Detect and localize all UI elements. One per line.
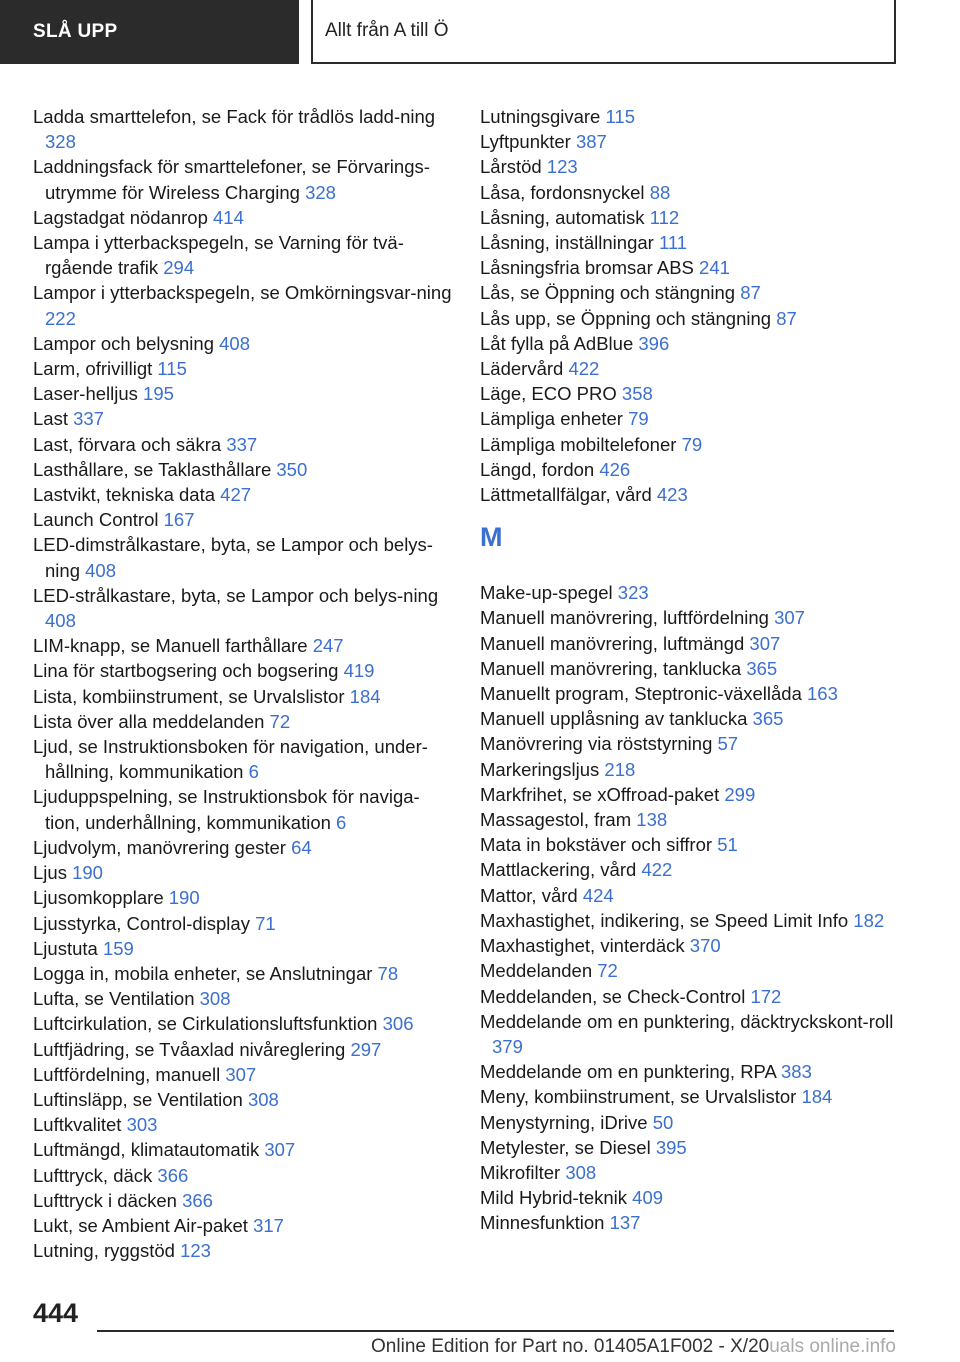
index-entry-text: Lufta, se Ventilation [33,988,200,1010]
section-gap [480,564,900,580]
index-entry [480,933,900,958]
index-entry-page-link[interactable]: 182 [853,909,885,931]
index-entry-page-link[interactable]: 87 [776,307,797,329]
index-entry [480,908,900,933]
index-entry [33,331,453,356]
index-entry-page-link[interactable]: 370 [689,935,721,957]
index-entry-page-link[interactable]: 222 [45,307,76,329]
index-entry [480,255,900,280]
index-entry [33,406,453,431]
index-entry [33,154,453,204]
index-entry-page-link[interactable]: 308 [247,1088,279,1110]
index-entry-page-link[interactable]: 303 [126,1114,158,1136]
index-entry-text: Laser-helljus [33,383,144,405]
footer-edition-line [300,1336,896,1358]
index-entry [480,782,900,807]
index-entry [33,356,453,381]
index-entry-page-link[interactable]: 51 [717,834,738,856]
index-entry-page-link[interactable]: 218 [604,758,636,780]
index-entry [480,656,900,681]
index-entry [480,832,900,857]
index-entry [33,1238,453,1263]
index-entry-page-link[interactable]: 408 [85,559,116,581]
index-entry-page-link[interactable]: 365 [752,708,784,730]
index-entry-page-link[interactable]: 88 [649,181,671,203]
index-entry-text: Lampor och belysning [33,332,220,354]
index-entry [480,205,900,230]
index-entry [33,1163,453,1188]
index-entry-page-link[interactable]: 297 [350,1038,382,1060]
index-entry [33,432,453,457]
index-entry-page-link[interactable]: 50 [652,1111,674,1133]
index-entry-page-link[interactable]: 112 [649,206,680,228]
index-entry-text: Laddningsfack för smarttelefoner, se Förvarings-utrymme för Wireless Charging [33,156,430,203]
index-entry [480,230,900,255]
index-entry [33,457,453,482]
index-entry-text: Låsning, inställningar [480,232,659,254]
index-entry-page-link[interactable]: 337 [73,408,104,430]
index-entry-page-link[interactable]: 115 [157,358,187,380]
footer-divider [97,1330,894,1332]
index-entry [480,406,900,431]
index-entry [480,857,900,882]
index-entry-text: Manuell manövrering, tanklucka [480,657,747,679]
index-entry-page-link[interactable]: 241 [699,257,730,279]
index-entry-page-link[interactable]: 395 [655,1136,687,1158]
index-entry [480,681,900,706]
index-entry-page-link[interactable]: 323 [617,582,649,604]
index-entry [33,1188,453,1213]
index-entry-page-link[interactable]: 190 [72,862,103,884]
index-entry-page-link[interactable]: 184 [801,1086,833,1108]
index-entry-page-link[interactable]: 328 [305,181,336,203]
index-entry-page-link[interactable]: 427 [220,484,252,506]
index-entry [33,280,453,330]
index-entry-page-link[interactable]: 111 [658,232,688,254]
index-entry-page-link[interactable]: 87 [740,282,761,304]
index-entry-text: Meny, kombiinstrument, se Urvalslistor [480,1086,802,1108]
index-entry-text: Lufttryck, däck [33,1164,158,1186]
index-entry-text: Ljudvolym, manövrering gester [33,836,292,858]
index-entry-text: Menystyrning, iDrive [480,1111,653,1133]
index-entry [33,911,453,936]
index-entry [480,280,900,305]
index-entry-text: Metylester, se Diesel [480,1136,656,1158]
index-entry-text: Längd, fordon [480,458,600,480]
index-entry [33,205,453,230]
index-entry-text: Lufttryck i däcken [33,1189,183,1211]
chapter-tab [311,0,896,64]
index-entry-page-link[interactable]: 64 [291,836,312,858]
index-entry-page-link[interactable]: 115 [605,106,635,127]
site-text: uals online.info [769,1336,896,1357]
index-group-l [480,104,900,507]
index-entry-page-link[interactable]: 337 [226,433,258,455]
index-entry [33,381,453,406]
index-entry-page-link[interactable]: 247 [312,635,344,657]
index-entry [480,984,900,1009]
index-entry [480,1084,900,1109]
index-entry [480,1135,900,1160]
index-entry-page-link[interactable]: 408 [45,610,76,632]
index-entry-page-link[interactable]: 57 [717,733,739,755]
index-entry-text: Lampor i ytterbackspegeln, se Omkörningsvar-ning [33,282,452,304]
index-entry-text: Mild Hybrid-teknik [480,1187,633,1209]
index-entry [480,482,900,507]
index-entry-text: Last, förvara och säkra [33,433,227,455]
index-entry-text: Manövrering via röststyrning [480,733,718,755]
index-entry-page-link[interactable]: 138 [636,809,668,831]
index-entry [480,757,900,782]
index-entry-page-link[interactable]: 79 [681,433,703,455]
index-entry-page-link[interactable]: 307 [225,1063,257,1085]
index-entry-text: Luftinsläpp, se Ventilation [33,1088,248,1110]
index-entry [480,356,900,381]
index-entry [33,835,453,860]
index-entry [480,807,900,832]
index-entry-page-link[interactable]: 307 [264,1139,296,1161]
index-entry-text: Manuell manövrering, luftfördelning [480,607,775,629]
index-entry-text: Lutning, ryggstöd [33,1240,181,1262]
index-group-m [480,580,900,1235]
index-entry-page-link[interactable]: 184 [349,685,381,707]
index-entry [480,1160,900,1185]
index-entry [480,306,900,331]
index-entry-text: Meddelande om en punktering, däcktryckskont-roll [480,1010,894,1032]
index-entry-page-link[interactable]: 366 [157,1164,189,1186]
index-entry [33,709,453,734]
index-entry-page-link[interactable]: 6 [248,761,259,783]
index-entry-page-link[interactable]: 78 [377,962,399,984]
index-entry-text: Ladda smarttelefon, se Fack för trådlös ladd-ning [33,106,436,127]
index-entry-text: Manuellt program, Steptronic-växellåda [480,683,807,705]
index-entry-text: Lättmetallfälgar, vård [480,484,657,506]
index-entry-page-link[interactable]: 294 [163,257,195,279]
index-entry-text: Markfrihet, se xOffroad-paket [480,783,725,805]
index-entry-text: Lyftpunkter [480,131,576,153]
index-entry-page-link[interactable]: 379 [492,1035,523,1057]
index-entry-page-link[interactable]: 317 [253,1214,284,1236]
index-entry-page-link[interactable]: 159 [102,937,134,959]
index-entry [480,129,900,154]
index-entry-page-link[interactable]: 307 [749,632,781,654]
index-entry-text: Meddelanden [480,960,598,982]
chapter-tab-label: Allt från A till Ö [325,20,449,41]
index-entry-text: Låt fylla på AdBlue [480,332,639,354]
index-entry-text: Läge, ECO PRO [480,383,622,405]
index-entry-text: Lastvikt, tekniska data [33,484,221,506]
index-entry [33,684,453,709]
index-entry-page-link[interactable]: 307 [774,607,805,629]
index-entry-text: Lås, se Öppning och stängning [480,282,741,304]
index-entry-page-link[interactable]: 419 [343,660,375,682]
index-entry [480,1009,900,1059]
index-entry [33,1137,453,1162]
index-entry-text: LIM-knapp, se Manuell farthållare [33,635,313,657]
edition-text: Online Edition for Part no. 01405A1F002 - X/20 [371,1336,770,1357]
index-entry-text: Mattlackering, vård [480,859,642,881]
index-entry-text: Luftcirkulation, se Cirkulationsluftsfunktion [33,1013,383,1035]
index-entry-page-link[interactable]: 123 [180,1240,211,1262]
index-entry-text: Mikrofilter [480,1161,566,1183]
index-entry [480,883,900,908]
index-entry-page-link[interactable]: 423 [656,484,688,506]
index-entry-page-link[interactable]: 172 [750,985,782,1007]
index-entry-text: Lutningsgivare [480,106,606,127]
index-entry-text: Maxhastighet, indikering, se Speed Limit Info [480,909,854,931]
index-entry-text: Lås upp, se Öppning och stängning [480,307,777,329]
index-entry-text: Markeringsljus [480,758,605,780]
index-entry-page-link[interactable]: 308 [199,988,231,1010]
index-entry-page-link[interactable]: 328 [45,131,76,153]
index-entry-text: Massagestol, fram [480,809,637,831]
index-entry [33,1062,453,1087]
index-entry [33,658,453,683]
index-entry-page-link[interactable]: 350 [276,458,308,480]
index-entry-page-link[interactable]: 387 [575,131,607,153]
index-entry-text: Ljus [33,862,73,884]
index-entry [33,860,453,885]
index-entry [33,1213,453,1238]
index-entry [33,734,453,784]
index-entry-text: Lämpliga mobiltelefoner [480,433,682,455]
index-entry-text: Last [33,408,74,430]
index-entry-text: Maxhastighet, vinterdäck [480,935,690,957]
index-entry-page-link[interactable]: 123 [546,156,578,178]
index-entry [33,1087,453,1112]
index-entry-text: Lista över alla meddelanden [33,710,270,732]
index-entry-page-link[interactable]: 424 [582,884,614,906]
index-entry-page-link[interactable]: 190 [168,887,200,909]
index-entry-page-link[interactable]: 422 [641,859,673,881]
index-entry [33,936,453,961]
index-entry-page-link[interactable]: 306 [382,1013,414,1035]
index-entry-text: Lasthållare, se Taklasthållare [33,458,277,480]
index-entry-page-link[interactable]: 408 [219,332,251,354]
index-entry [480,331,900,356]
index-entry-text: Manuell upplåsning av tanklucka [480,708,753,730]
index-entry-text: Mattor, vård [480,884,583,906]
index-entry [480,432,900,457]
index-entry-page-link[interactable]: 72 [269,710,291,732]
section-letter-heading: M [480,522,503,553]
index-entry-page-link[interactable]: 365 [746,657,778,679]
index-entry-text: LED-strålkastare, byta, se Lampor och belys-ning [33,584,439,606]
index-entry-page-link[interactable]: 308 [565,1161,597,1183]
index-column-right [480,104,900,1236]
index-entry [33,633,453,658]
section-tab [0,0,299,64]
index-entry-text: Lädervård [480,358,569,380]
index-entry-text: Mata in bokstäver och siffror [480,834,718,856]
index-entry [33,104,453,154]
index-entry [480,731,900,756]
index-entry-text: Låsning, automatisk [480,206,650,228]
index-entry-page-link[interactable]: 422 [568,358,600,380]
index-entry-page-link[interactable]: 396 [638,332,670,354]
index-entry-page-link[interactable]: 383 [781,1061,812,1083]
index-entry-page-link[interactable]: 414 [213,206,244,228]
index-entry-text: Luftkvalitet [33,1114,127,1136]
index-entry [480,381,900,406]
index-entry-text: Meddelanden, se Check-Control [480,985,751,1007]
index-entry-text: Launch Control [33,509,164,531]
index-entry-text: Make-up-spegel [480,582,618,604]
index-entry-page-link[interactable]: 299 [724,783,756,805]
index-entry [480,104,900,129]
index-entry-text: Ljuduppspelning, se Instruktionsbok för naviga-tion, underhållning, kommunikation [33,786,420,833]
index-entry-page-link[interactable]: 366 [182,1189,213,1211]
index-entry-text: Minnesfunktion [480,1212,610,1234]
index-entry [480,706,900,731]
index-entry-page-link[interactable]: 358 [621,383,653,405]
index-entry-text: Låsningsfria bromsar ABS [480,257,700,279]
index-entry [33,784,453,834]
index-entry [33,230,453,280]
index-entry-text: Lämpliga enheter [480,408,629,430]
page-number: 444 [33,1298,79,1328]
index-entry [480,457,900,482]
index-entry [480,958,900,983]
index-entry [480,631,900,656]
index-entry-text: Lagstadgat nödanrop [33,206,214,228]
index-entry-text: Larm, ofrivilligt [33,358,158,380]
index-entry [33,961,453,986]
index-column-left [33,104,453,1263]
index-entry-page-link[interactable]: 426 [599,458,631,480]
index-entry-text: Lista, kombiinstrument, se Urvalslistor [33,685,350,707]
index-entry [480,1210,900,1235]
index-entry-text: Logga in, mobila enheter, se Anslutningar [33,962,378,984]
index-entry-page-link[interactable]: 79 [628,408,649,430]
index-entry-page-link[interactable]: 72 [597,960,618,982]
index-entry-text: Lukt, se Ambient Air-paket [33,1214,254,1236]
index-entry-page-link[interactable]: 137 [609,1212,641,1234]
index-entry [480,154,900,179]
index-entry [33,1112,453,1137]
index-entry [480,1185,900,1210]
index-entry-text: Ljusomkopplare [33,887,169,909]
index-entry [33,532,453,582]
index-entry [480,1110,900,1135]
index-entry-text: Luftfjädring, se Tvåaxlad nivåreglering [33,1038,351,1060]
index-entry-text: Lina för startbogsering och bogsering [33,660,344,682]
index-entry-text: Manuell manövrering, luftmängd [480,632,750,654]
index-entry-text: LED-dimstrålkastare, byta, se Lampor och belys-ning [33,534,433,581]
index-entry-text: Meddelande om en punktering, RPA [480,1061,781,1083]
index-entry-text: Ljud, se Instruktionsboken för navigation, under-hållning, kommunikation [33,736,428,783]
index-entry-text: Ljusstyrka, Control-display [33,912,256,934]
index-entry [33,583,453,633]
index-entry [480,1059,900,1084]
index-entry-text: Låsa, fordonsnyckel [480,181,650,203]
index-entry [33,507,453,532]
index-entry [33,1011,453,1036]
index-entry [33,885,453,910]
index-entry-text: Lårstöd [480,156,547,178]
index-entry [33,986,453,1011]
index-entry-page-link[interactable]: 6 [336,811,347,833]
index-entry [480,580,900,605]
index-entry [480,180,900,205]
index-entry-page-link[interactable]: 167 [163,509,195,531]
index-entry [33,482,453,507]
index-entry-text: Luftfördelning, manuell [33,1063,226,1085]
index-entry-text: Luftmängd, klimatautomatik [33,1139,265,1161]
index-entry-text: Ljustuta [33,937,103,959]
index-entry-page-link[interactable]: 409 [632,1187,664,1209]
index-entry [480,605,900,630]
index-entry-page-link[interactable]: 71 [255,912,276,934]
index-entry-text: Lampa i ytterbackspegeln, se Varning för tvä-rgående trafik [33,232,404,279]
section-tab-label: SLÅ UPP [33,21,118,42]
index-entry [33,1037,453,1062]
index-entry-page-link[interactable]: 163 [807,683,838,705]
index-entry-page-link[interactable]: 195 [143,383,174,405]
